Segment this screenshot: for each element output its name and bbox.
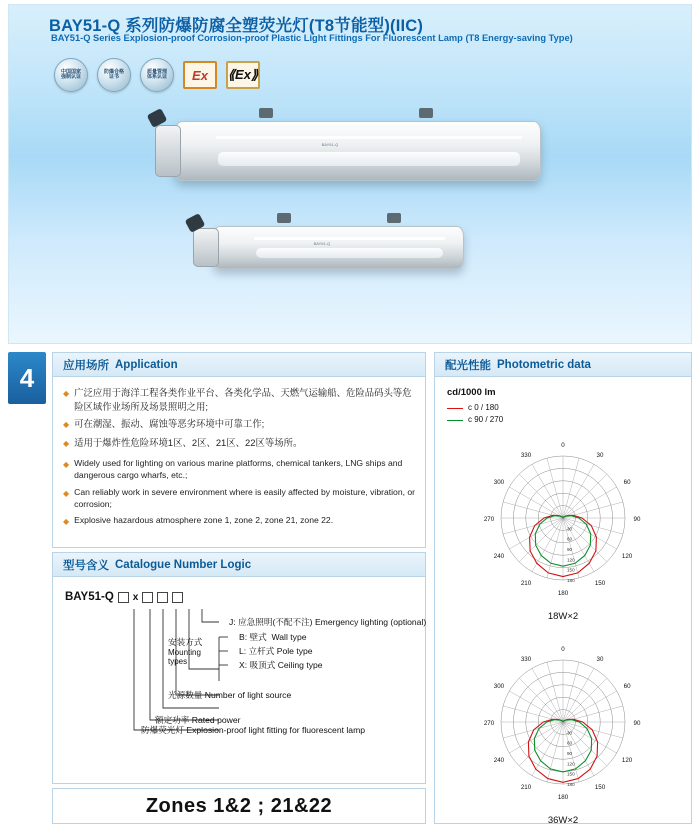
list-item <box>63 486 417 511</box>
svg-text:150: 150 <box>567 771 575 777</box>
svg-text:150: 150 <box>594 580 606 588</box>
atex-mark-badge: ⟪Ex⟫ <box>226 61 260 89</box>
catalogue-panel-header <box>53 553 425 577</box>
legend-line-green-icon <box>447 420 463 421</box>
catalogue-legend-fitting-type: 防爆荧光灯 Explosion-proof light fitting for fluorescent lamp <box>141 725 366 735</box>
svg-text:180: 180 <box>557 590 569 597</box>
svg-text:30: 30 <box>596 451 604 459</box>
svg-text:210: 210 <box>520 784 532 792</box>
catalogue-legend-emergency: J: 应急照明(不配不注) Emergency lighting (optional) <box>229 617 427 627</box>
legend-label-c90-270: c 90 / 270 <box>468 415 504 424</box>
diamond-bullet-icon: ◆ <box>63 488 70 498</box>
legend-label-c0-180: c 0 / 180 <box>468 403 499 412</box>
legend-item-c90-270 <box>447 414 685 426</box>
svg-text:270: 270 <box>483 720 495 727</box>
ccc-certification-badge: 中国国家 强制认证 <box>54 58 88 92</box>
list-item <box>63 457 417 482</box>
diamond-bullet-icon: ◆ <box>63 459 70 469</box>
application-content <box>53 377 425 540</box>
application-item-cn-2: 可在潮湿、振动、腐蚀等恶劣环境中可靠工作; <box>74 418 265 430</box>
legend-item-c0-180 <box>447 402 685 414</box>
catalogue-legend-light-source-count: 光源数量 Number of light source <box>168 690 292 700</box>
list-item <box>63 436 417 451</box>
svg-text:240: 240 <box>493 757 505 764</box>
legend-line-red-icon <box>447 408 463 409</box>
catalogue-legend-ceiling-type: X: 吸顶式 Ceiling type <box>239 660 323 670</box>
diamond-bullet-icon: ◆ <box>63 389 70 398</box>
catalogue-title-chinese: 型号含义 <box>63 559 109 572</box>
application-panel <box>52 352 426 548</box>
svg-text:330: 330 <box>520 655 532 663</box>
catalogue-title-english: Catalogue Number Logic <box>115 558 252 571</box>
application-item-cn-1: 广泛应用于海洋工程各类作业平台、各类化学品、天燃气运输船、危险品码头等危险区域作业场所及场景照明之用; <box>74 387 412 412</box>
svg-text:0: 0 <box>561 442 565 449</box>
polar-chart-18w <box>441 430 685 615</box>
catalogue-number-logic-panel <box>52 552 426 784</box>
application-panel-header <box>53 353 425 377</box>
product-header-banner <box>8 4 692 344</box>
svg-text:60: 60 <box>623 479 631 486</box>
model-code-separator: x <box>132 591 139 603</box>
application-item-cn-3: 适用于爆炸性危险环境1区、2区、21区、22区等场所。 <box>74 437 303 449</box>
lamp-fitting-double-tube-large <box>149 115 549 187</box>
polar-diagram-svg-18w <box>443 430 683 610</box>
svg-text:30: 30 <box>567 526 573 532</box>
quality-certification-badge: 质量管理 体系认证 <box>140 58 174 92</box>
hazardous-zones-banner: Zones 1&2 ; 21&22 <box>52 788 426 824</box>
svg-text:90: 90 <box>567 751 573 756</box>
polar-chart-36w <box>441 634 685 819</box>
list-item <box>63 386 417 413</box>
application-title-english: Application <box>115 358 178 371</box>
svg-text:120: 120 <box>621 757 633 764</box>
model-code-prefix: BAY51-Q <box>65 591 114 603</box>
svg-text:300: 300 <box>493 479 505 486</box>
catalogue-legend-pole-type: L: 立杆式 Pole type <box>239 646 313 656</box>
application-title-chinese: 应用场所 <box>63 359 109 372</box>
svg-text:180: 180 <box>567 578 575 583</box>
polar-chart-caption-36w: 36W×2 <box>547 815 579 826</box>
photometric-unit-label: cd/1000 lm <box>447 387 496 398</box>
application-item-en-3: Explosive hazardous atmosphere zone 1, zone 2, zone 21, zone 22. <box>74 515 334 526</box>
svg-text:60: 60 <box>567 536 573 542</box>
svg-text:120: 120 <box>567 761 575 767</box>
lamp-fitting-double-tube-small <box>187 220 472 275</box>
svg-text:60: 60 <box>623 683 631 690</box>
list-item <box>63 417 417 432</box>
svg-text:240: 240 <box>493 553 505 560</box>
diamond-bullet-icon: ◆ <box>63 517 70 527</box>
svg-text:60: 60 <box>567 740 573 746</box>
application-item-en-1: Widely used for lighting on various marine platforms, chemical tankers, LNG ships and dangerous cargo wharfs, etc.; <box>74 457 403 481</box>
photometric-panel-header <box>435 353 691 377</box>
ex-mark-badge: Ex <box>183 61 217 89</box>
svg-text:150: 150 <box>567 567 575 573</box>
catalogue-leader-lines <box>53 577 425 783</box>
svg-text:150: 150 <box>594 784 606 792</box>
page-title-english: BAY51-Q Series Explosion-proof Corrosion-proof Plastic Light Fittings For Fluorescent Lamp (T8 Energy-saving Type) <box>51 33 573 43</box>
lamp-brand-label-small: BAY51-Q <box>313 240 331 246</box>
page-title-chinese: BAY51-Q 系列防爆防腐全塑荧光灯(T8节能型)(IIC) <box>49 17 424 35</box>
catalogue-mounting-type-label: 安装方式 Mounting types <box>168 637 203 667</box>
polar-diagram-svg-36w <box>443 634 683 814</box>
svg-text:210: 210 <box>520 580 532 588</box>
catalogue-legend-wall-type: B: 壁式 Wall type <box>239 632 307 642</box>
application-item-en-2: Can reliably work in severe environment where is easily affected by moisture, vibration, or corrosion; <box>74 486 416 509</box>
photometric-data-panel <box>434 352 692 824</box>
explosion-proof-certification-badge: 防爆合格 证书 <box>97 58 131 92</box>
svg-text:270: 270 <box>483 516 495 523</box>
svg-text:30: 30 <box>567 730 573 736</box>
diamond-bullet-icon: ◆ <box>63 439 70 449</box>
catalogue-legend-rated-power: 额定功率 Rated power <box>155 715 241 725</box>
list-item <box>63 514 417 529</box>
section-number-badge: 4 <box>8 352 46 404</box>
lamp-brand-label-large: BAY51-Q <box>321 141 339 147</box>
polar-chart-caption-18w: 18W×2 <box>547 611 579 622</box>
svg-text:120: 120 <box>567 557 575 563</box>
certification-badges <box>54 57 260 93</box>
svg-text:90: 90 <box>633 720 641 727</box>
svg-text:90: 90 <box>633 516 641 523</box>
svg-text:90: 90 <box>567 547 573 552</box>
photometric-legend <box>447 402 685 426</box>
catalogue-diagram <box>53 577 425 783</box>
svg-text:30: 30 <box>596 655 604 663</box>
svg-text:180: 180 <box>567 782 575 787</box>
photometric-title-chinese: 配光性能 <box>445 359 491 372</box>
photometric-title-english: Photometric data <box>497 358 591 371</box>
diamond-bullet-icon: ◆ <box>63 420 70 430</box>
svg-text:300: 300 <box>493 683 505 690</box>
svg-text:330: 330 <box>520 451 532 459</box>
svg-text:120: 120 <box>621 553 633 560</box>
svg-text:0: 0 <box>561 646 565 653</box>
photometric-content <box>435 377 691 826</box>
svg-text:180: 180 <box>557 794 569 801</box>
